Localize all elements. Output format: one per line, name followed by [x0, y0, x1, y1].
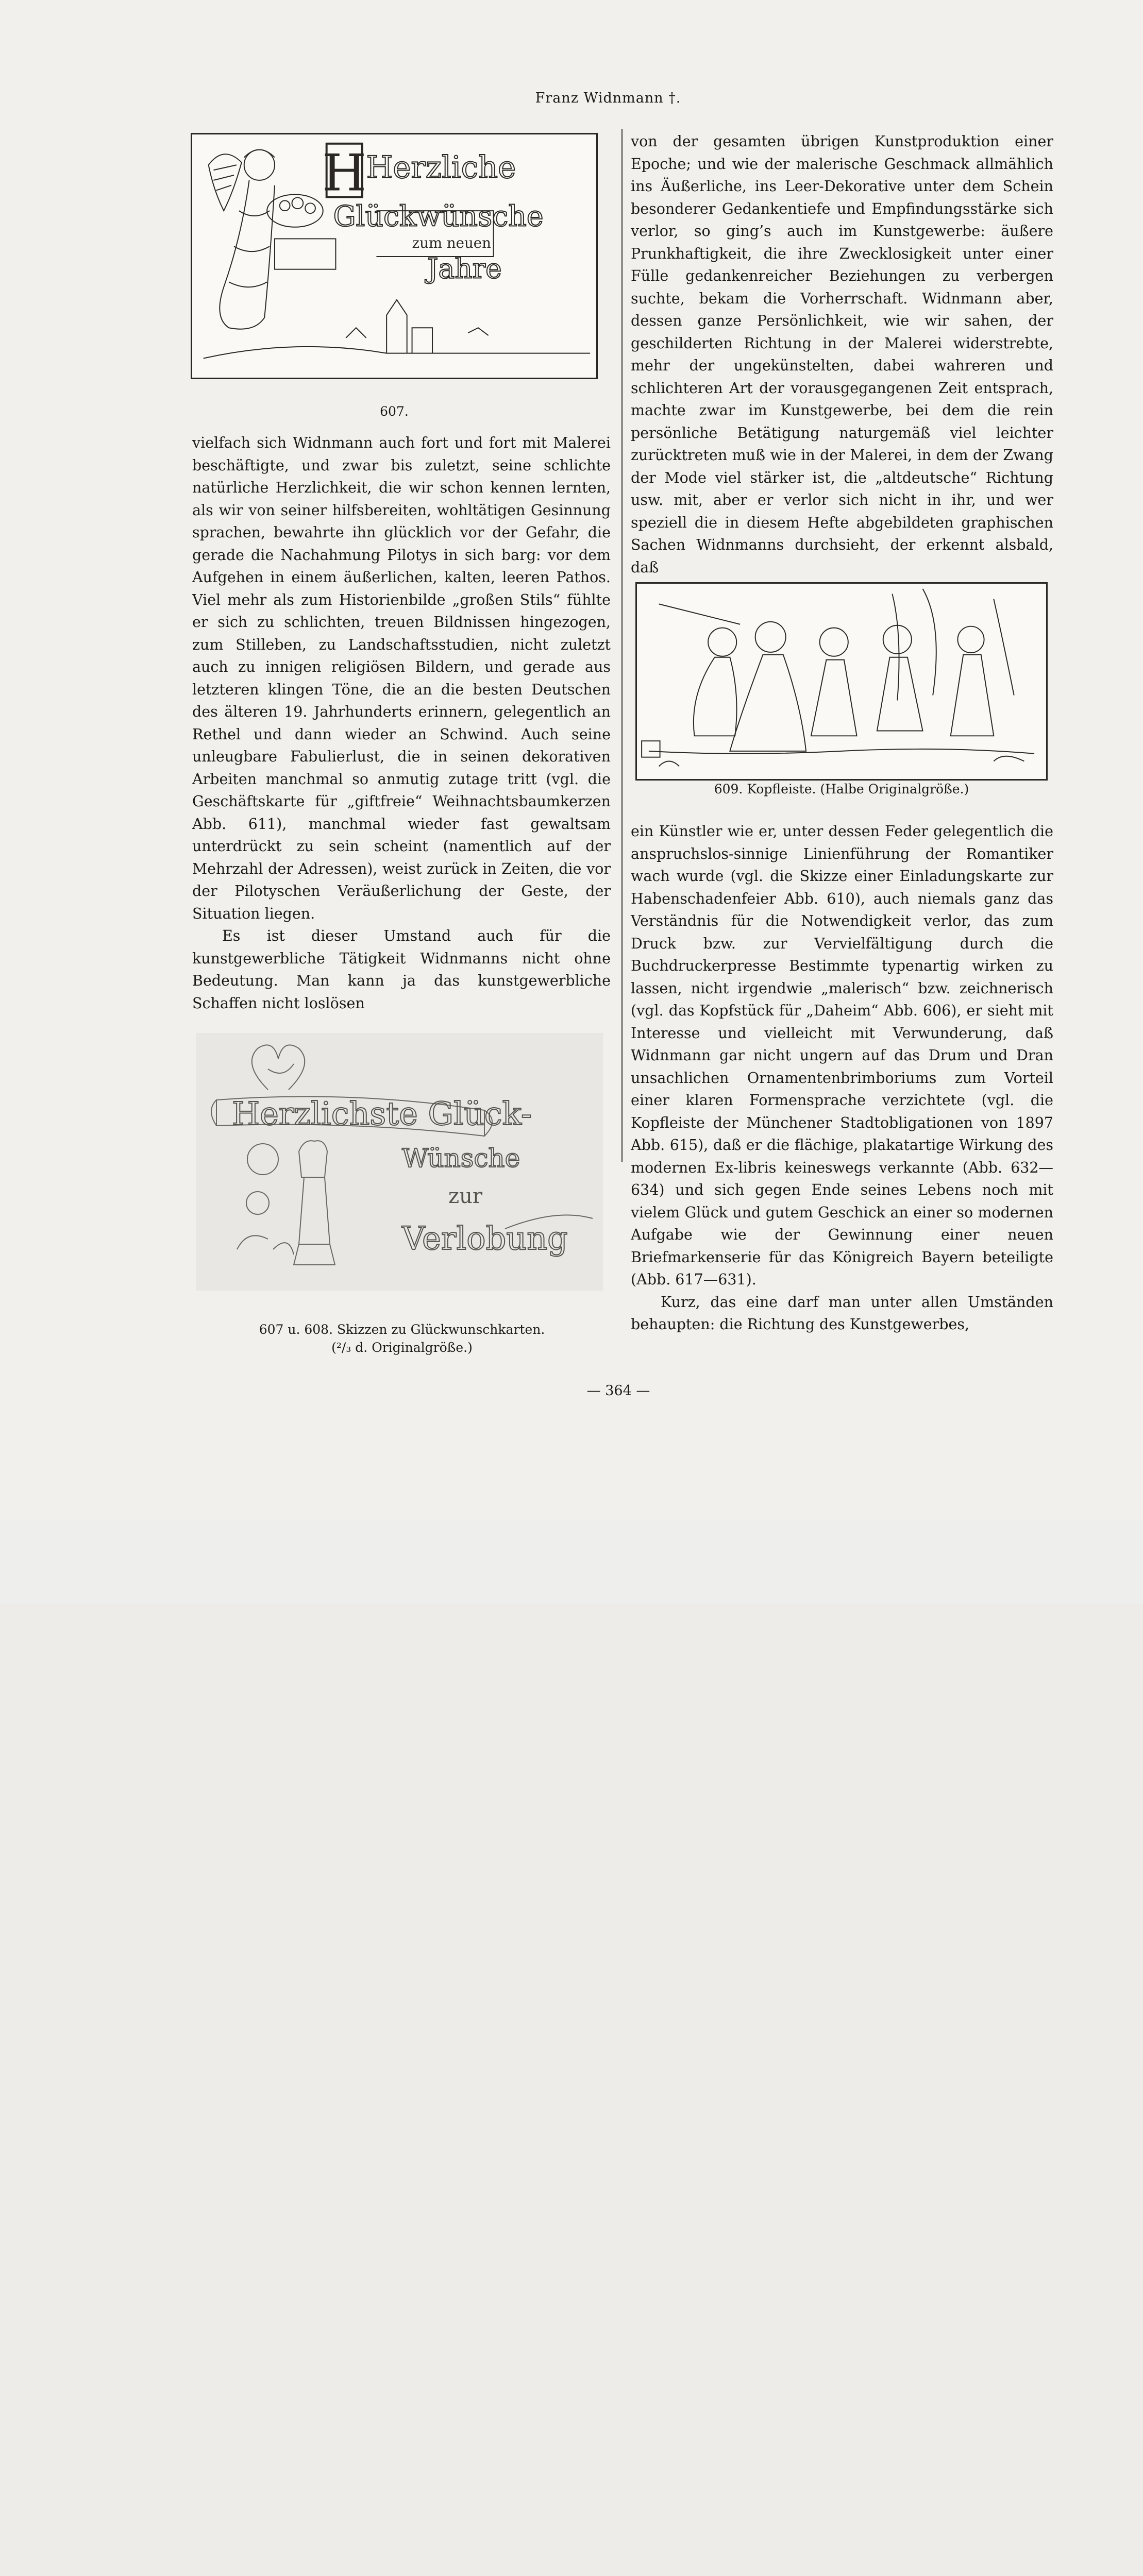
right-paragraph-3: Kurz, das eine darf man unter allen Umständen behaupten: die Richtung des Kunstgewerbes,	[631, 1293, 1053, 1333]
running-head: Franz Widnmann †.	[535, 90, 681, 106]
figure-608-illustration	[196, 1033, 603, 1291]
caption-609: 609. Kopfleiste. (Halbe Originalgröße.)	[714, 782, 969, 796]
figure-609-headpiece	[635, 582, 1048, 781]
right-column-top	[631, 130, 1053, 579]
left-paragraph-2: Es ist dieser Umstand auch für die kunstgewerbliche Tätigkeit Widnmanns nicht ohne Bedeutung. Man kann ja das kunstgewerbliche Schaffen nicht loslösen	[192, 927, 611, 1012]
figure-607-greeting-card-new-year	[191, 133, 598, 379]
caption-607-608-line2: (²/₃ d. Originalgröße.)	[331, 1340, 473, 1355]
caption-607: 607.	[380, 404, 409, 419]
lettering-herzlichste-glueck: Herzlichste Glück-	[232, 1095, 532, 1132]
left-paragraph-1: vielfach sich Widnmann auch fort und fort mit Malerei beschäftigte, und zwar bis zuletzt, seine schlichte natürliche Herzlichkeit, die wir schon kennen lernten, als wir von seiner hilfsbereiten, wohltätigen Gesinnung sprachen, bewahrte ihn glücklich vor der Gefahr, die gerade die Nachahmung Pilotys in sich barg: vor dem Aufgehen in einem äußerlichen, kalten, leeren Pathos. Viel mehr als zum Historienbilde „großen Stils“ fühlte er sich zu schlichten, treuen Bildnissen hingezogen, zum Stilleben, zu Landschaftsstudien, nicht zuletzt auch zu innigen religiösen Bildern, und gerade aus letzteren klingen Töne, die an die besten Deutschen des älteren 19. Jahrhunderts erinnern, gelegentlich an Rethel und dann wieder an Schwind. Auch seine unleugbare Fabulierlust, die in seinen dekorativen Arbeiten manchmal so anmutig zutage tritt (vgl. die Geschäftskarte für „giftfreie“ Weihnachtsbaumkerzen Abb. 611), manchmal wieder fast gewaltsam unterdrückt zu sein scheint (namentlich auf der Mehrzahl der Adressen), weist zurück in Zeiten, die vor der Pilotyschen Veräußerlichung der Geste, der Situation liegen.	[192, 434, 611, 922]
figure-607-illustration	[192, 134, 596, 378]
lettering-verlobung: Verlobung	[402, 1219, 568, 1257]
lettering-zum-neuen: zum neuen	[412, 234, 491, 252]
page-number: — 364 —	[586, 1383, 650, 1399]
monogram	[642, 741, 660, 757]
caption-607-608-line1: 607 u. 608. Skizzen zu Glückwunschkarten.	[259, 1322, 545, 1337]
figure-609-illustration	[637, 584, 1046, 779]
lettering-wuensche: Wünsche	[402, 1143, 520, 1173]
column-rule	[621, 129, 623, 1162]
initial-H: H	[322, 143, 367, 203]
right-paragraph-2: ein Künstler wie er, unter dessen Feder gelegentlich die anspruchslos-sinnige Linienführung der Romantiker wach wurde (vgl. die Skizze einer Einladungskarte zur Habenschadenfeier Abb. 610), auch niemals ganz das Verständnis für die Notwendigkeit verlor, das zum Druck bzw. zur Vervielfältigung durch die Buchdruckerpresse Bestimmte typenartig wirken zu lassen, nicht irgendwie „malerisch“ bzw. zeichnerisch (vgl. das Kopfstück für „Daheim“ Abb. 606), er sieht mit Interesse und vielleicht mit Verwunderung, daß Widnmann gar nicht ungern auf das Drum und Dran unsachlichen Ornamentenbrimboriums zum Vorteil einer klaren Formensprache verzichtete (vgl. die Kopfleiste der Münchener Stadtobligationen von 1897 Abb. 615), daß er die flächige, plakatartige Wirkung des modernen Ex-libris keineswegs verkannte (Abb. 632—634) und sich gegen Ende seines Lebens noch mit vielem Glück und gutem Geschick an einer so modernen Aufgabe wie der Gewinnung einer neuen Briefmarkenserie für das Königreich Bayern beteiligte (Abb. 617—631).	[631, 823, 1053, 1288]
right-paragraph-1: von der gesamten übrigen Kunstproduktion einer Epoche; und wie der malerische Geschmack allmählich ins Äußerliche, ins Leer-Dekorative unter dem Schein besonderer Gedankentiefe und Empfindungsstärke sich verlor, so ging’s auch im Kunstgewerbe: äußere Prunkhaftigkeit, die ihre Zwecklosigkeit unter einer Fülle gedankenreicher Beziehungen zu verbergen suchte, bekam die Vorherrschaft. Widnmann aber, dessen ganze Persönlichkeit, wie wir sahen, der geschilderten Richtung in der Malerei widerstrebte, mehr der ungekünstelten, dabei wahreren und schlichteren Art der vorausgegangenen Zeit entsprach, machte zwar im Kunstgewerbe, bei dem die rein persönliche Betätigung naturgemäß viel leichter zurücktreten muß wie in der Malerei, in dem der Zwang der Mode viel stärker ist, die „altdeutsche“ Richtung usw. mit, aber er verlor sich nicht in ihr, und wer speziell die in diesem Hefte abgebildeten graphischen Sachen Widnmanns durchsieht, der erkennt alsbald, daß	[631, 133, 1053, 576]
lettering-jahre: Jahre	[427, 252, 502, 285]
lettering-glueckwuensche: Glückwünsche	[333, 200, 544, 233]
lettering-zur: zur	[448, 1184, 482, 1208]
lettering-herzliche: Herzliche	[366, 149, 516, 185]
figure-608-greeting-card-engagement	[196, 1033, 603, 1291]
left-column-top	[192, 432, 611, 1014]
right-column-bottom	[631, 820, 1053, 1336]
digitization-footer	[0, 1520, 1143, 1604]
